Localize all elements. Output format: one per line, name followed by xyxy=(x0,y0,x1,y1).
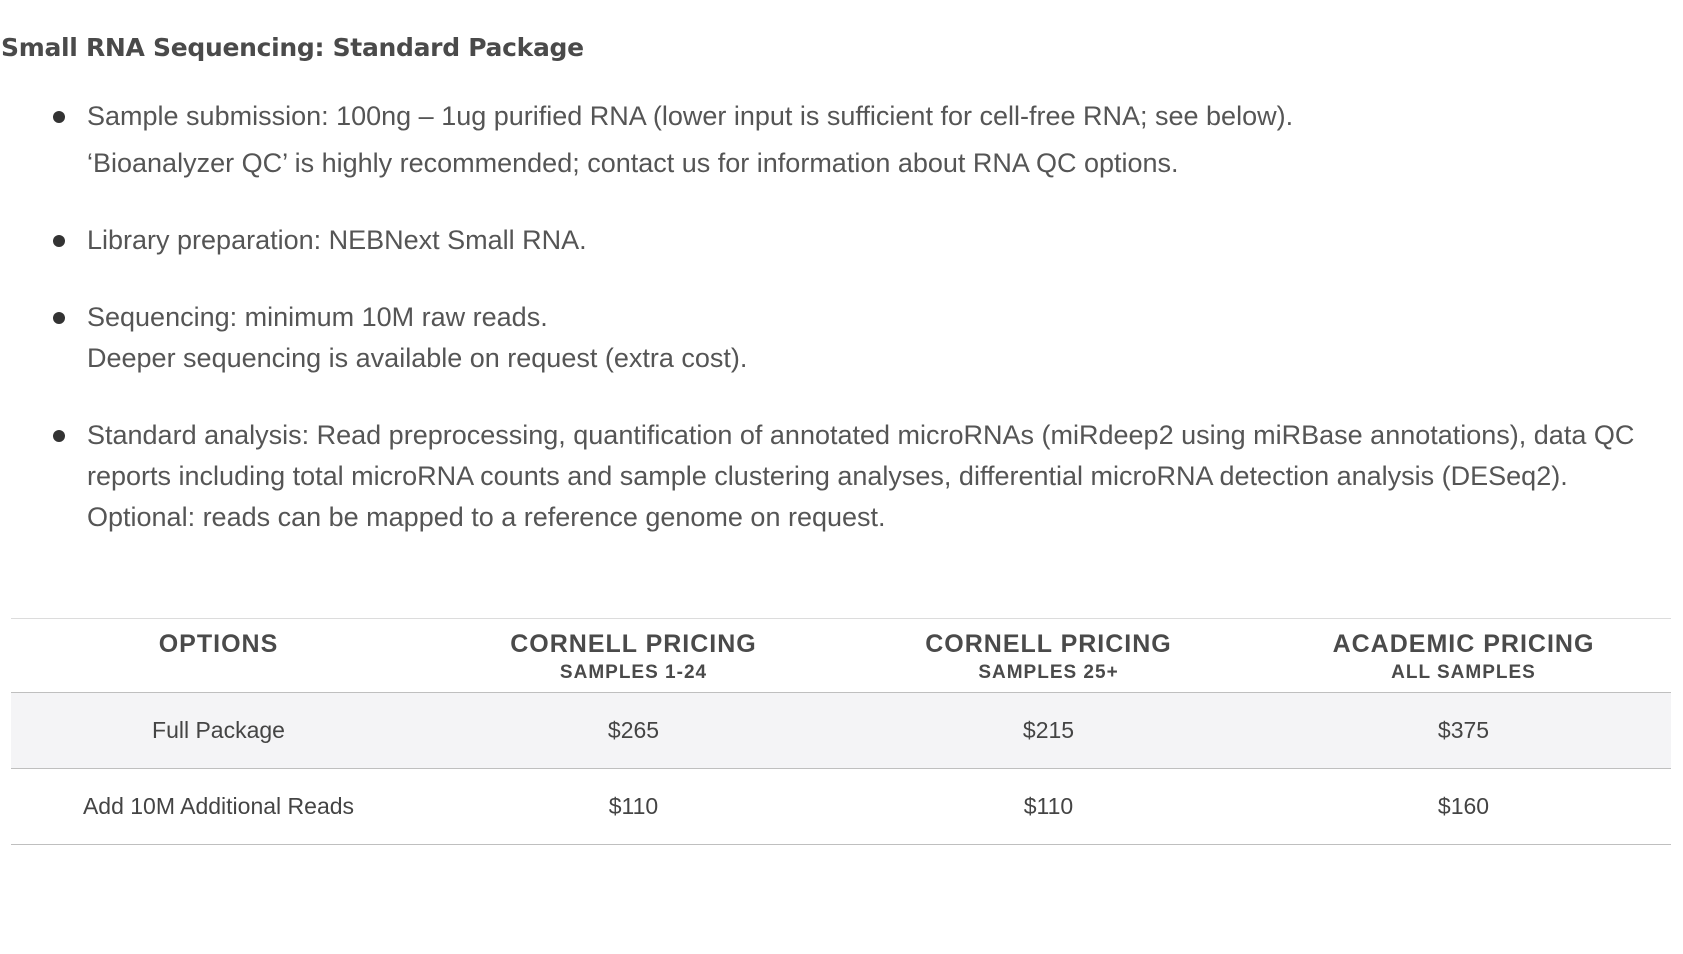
table-cell-option: Full Package xyxy=(152,717,285,743)
table-cell-price: $215 xyxy=(1022,717,1075,743)
list-item-text: ‘Bioanalyzer QC’ is highly recommended; contact us for information about RNA QC options. xyxy=(87,148,1179,178)
table-cell-option: Add 10M Additional Reads xyxy=(82,793,355,819)
list-item-standard-analysis xyxy=(0,415,1683,538)
table-row xyxy=(11,693,1671,769)
pricing-table xyxy=(11,618,1671,845)
bullet-dot-icon xyxy=(53,235,65,247)
list-item-text: Standard analysis: Read preprocessing, quantification of annotated microRNAs (miRdeep2 using miRBase annotations), data QC xyxy=(87,420,1635,450)
table-cell-price: $160 xyxy=(1437,793,1490,819)
bullet-dot-icon xyxy=(53,430,65,442)
bullet-dot-icon xyxy=(53,312,65,324)
table-cell-price: $265 xyxy=(607,717,660,743)
feature-list xyxy=(0,96,1683,574)
column-header-options xyxy=(11,619,426,693)
column-header-subtitle: ALL SAMPLES xyxy=(1391,662,1536,683)
table-row xyxy=(11,769,1671,845)
column-header-subtitle: SAMPLES 25+ xyxy=(978,662,1119,683)
column-header-cornell-1-24 xyxy=(426,619,841,693)
page-title: Small RNA Sequencing: Standard Package xyxy=(1,33,584,62)
list-item-text: Library preparation: NEBNext Small RNA. xyxy=(87,225,587,255)
list-item-text: reports including total microRNA counts and sample clustering analyses, differential microRNA detection analysis (DESeq2). xyxy=(87,461,1568,491)
list-item-text: Deeper sequencing is available on request (extra cost). xyxy=(87,343,748,373)
column-header-academic xyxy=(1256,619,1671,693)
list-item-sequencing xyxy=(0,297,1683,379)
table-header-row xyxy=(11,619,1671,693)
column-header-title: CORNELL PRICING xyxy=(510,630,757,658)
table-cell-price: $375 xyxy=(1437,717,1490,743)
column-header-subtitle: SAMPLES 1-24 xyxy=(559,662,708,683)
column-header-title: ACADEMIC PRICING xyxy=(1332,630,1595,658)
list-item-text: Sample submission: 100ng – 1ug purified RNA (lower input is sufficient for cell-free RNA; see below). xyxy=(87,101,1294,131)
list-item-text: Optional: reads can be mapped to a reference genome on request. xyxy=(87,502,886,532)
table-cell-price: $110 xyxy=(1023,793,1074,819)
column-header-cornell-25-plus xyxy=(841,619,1256,693)
list-item-sample-submission xyxy=(0,96,1683,184)
column-header-title: OPTIONS xyxy=(158,630,279,658)
table-cell-price: $110 xyxy=(608,793,659,819)
list-item-text: Sequencing: minimum 10M raw reads. xyxy=(87,302,548,332)
list-item-library-preparation xyxy=(0,220,1683,261)
column-header-title: CORNELL PRICING xyxy=(925,630,1172,658)
bullet-dot-icon xyxy=(53,111,65,123)
